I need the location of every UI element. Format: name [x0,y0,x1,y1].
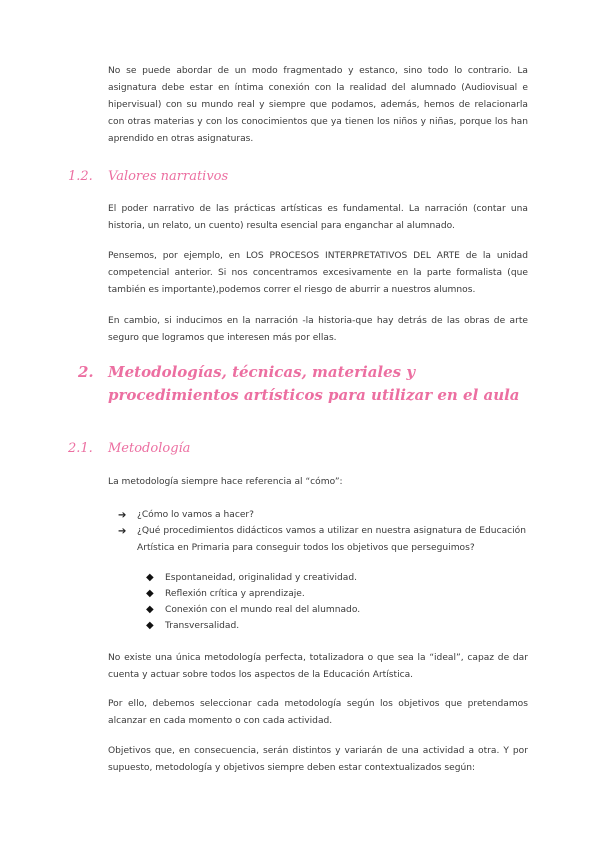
section-1-2-title: Valores narrativos [108,169,229,184]
diamond-bullet-icon: ◆ [146,620,154,631]
diamond-list-item [146,618,506,634]
arrow-icon: ➔ [118,510,127,521]
diamond-bullet-icon: ◆ [146,572,154,583]
section-2-1-lead: La metodología siempre hace referencia al “cómo”: [108,477,343,487]
section-2-number: 2. [78,363,94,381]
diamond-list-item-text: Conexión con el mundo real del alumnado. [165,605,361,615]
diamond-list-item [146,586,506,602]
diamond-list-item-text: Transversalidad. [165,621,240,631]
section-2-1-title: Metodología [108,441,191,456]
section-1-2-number: 1.2. [68,169,93,184]
section-2-title: Metodologías, técnicas, materiales y procedimientos artísticos para utilizar en el aula [108,363,520,404]
diamond-list-item-text: Espontaneidad, originalidad y creatividad. [165,573,358,583]
diamond-list-item [146,602,506,618]
diamond-list-item-text: Reflexión crítica y aprendizaje. [165,589,305,599]
section-2-1-paragraph-3: Objetivos que, en consecuencia, serán distintos y variarán de una actividad a otra. Y por supuesto, metodología y objetivos siempre deben estar contextualizados según: [108,746,528,773]
diamond-bullet-icon: ◆ [146,588,154,599]
section-2-1-number: 2.1. [68,441,93,456]
diamond-list-item [146,570,506,586]
arrow-list-item-text: ¿Qué procedimientos didácticos vamos a utilizar en nuestra asignatura de Educación Artística en Primaria para conseguir todos los objetivos que perseguimos? [137,526,526,553]
section-2-1-paragraph-2: Por ello, debemos seleccionar cada metodología según los objetivos que pretendamos alcanzar en cada momento o con cada actividad. [108,699,528,726]
arrow-list-item [118,523,526,557]
section-1-2-paragraph-3: En cambio, si inducimos en la narración -la historia-que hay detrás de las obras de arte seguro que logramos que interesen más por ellas. [108,316,528,343]
section-2-1-paragraph-1: No existe una única metodología perfecta, totalizadora o que sea la “ideal”, capaz de dar cuenta y actuar sobre todos los aspectos de la Educación Artística. [108,653,528,680]
diamond-bullet-icon: ◆ [146,604,154,615]
arrow-list-item-text: ¿Cómo lo vamos a hacer? [137,510,254,520]
arrow-list-item [118,507,526,524]
arrow-icon: ➔ [118,526,127,537]
section-1-2-paragraph-2: Pensemos, por ejemplo, en LOS PROCESOS INTERPRETATIVOS DEL ARTE de la unidad competencial anterior. Si nos concentramos excesivamente en la parte formalista (que también es importante),podemos correr el riesgo de aburrir a nuestros alumnos. [108,251,528,295]
section-1-2-paragraph-1: El poder narrativo de las prácticas artísticas es fundamental. La narración (contar una historia, un relato, un cuento) resulta esencial para enganchar al alumnado. [108,204,528,231]
intro-paragraph: No se puede abordar de un modo fragmentado y estanco, sino todo lo contrario. La asignatura debe estar en íntima conexión con la realidad del alumnado (Audiovisual e hipervisual) con su mundo real y siempre que podamos, además, hemos de relacionarla con otras materias y con los conocimientos que ya tienen los niños y niñas, porque los han aprendido en otras asignaturas. [108,66,528,144]
